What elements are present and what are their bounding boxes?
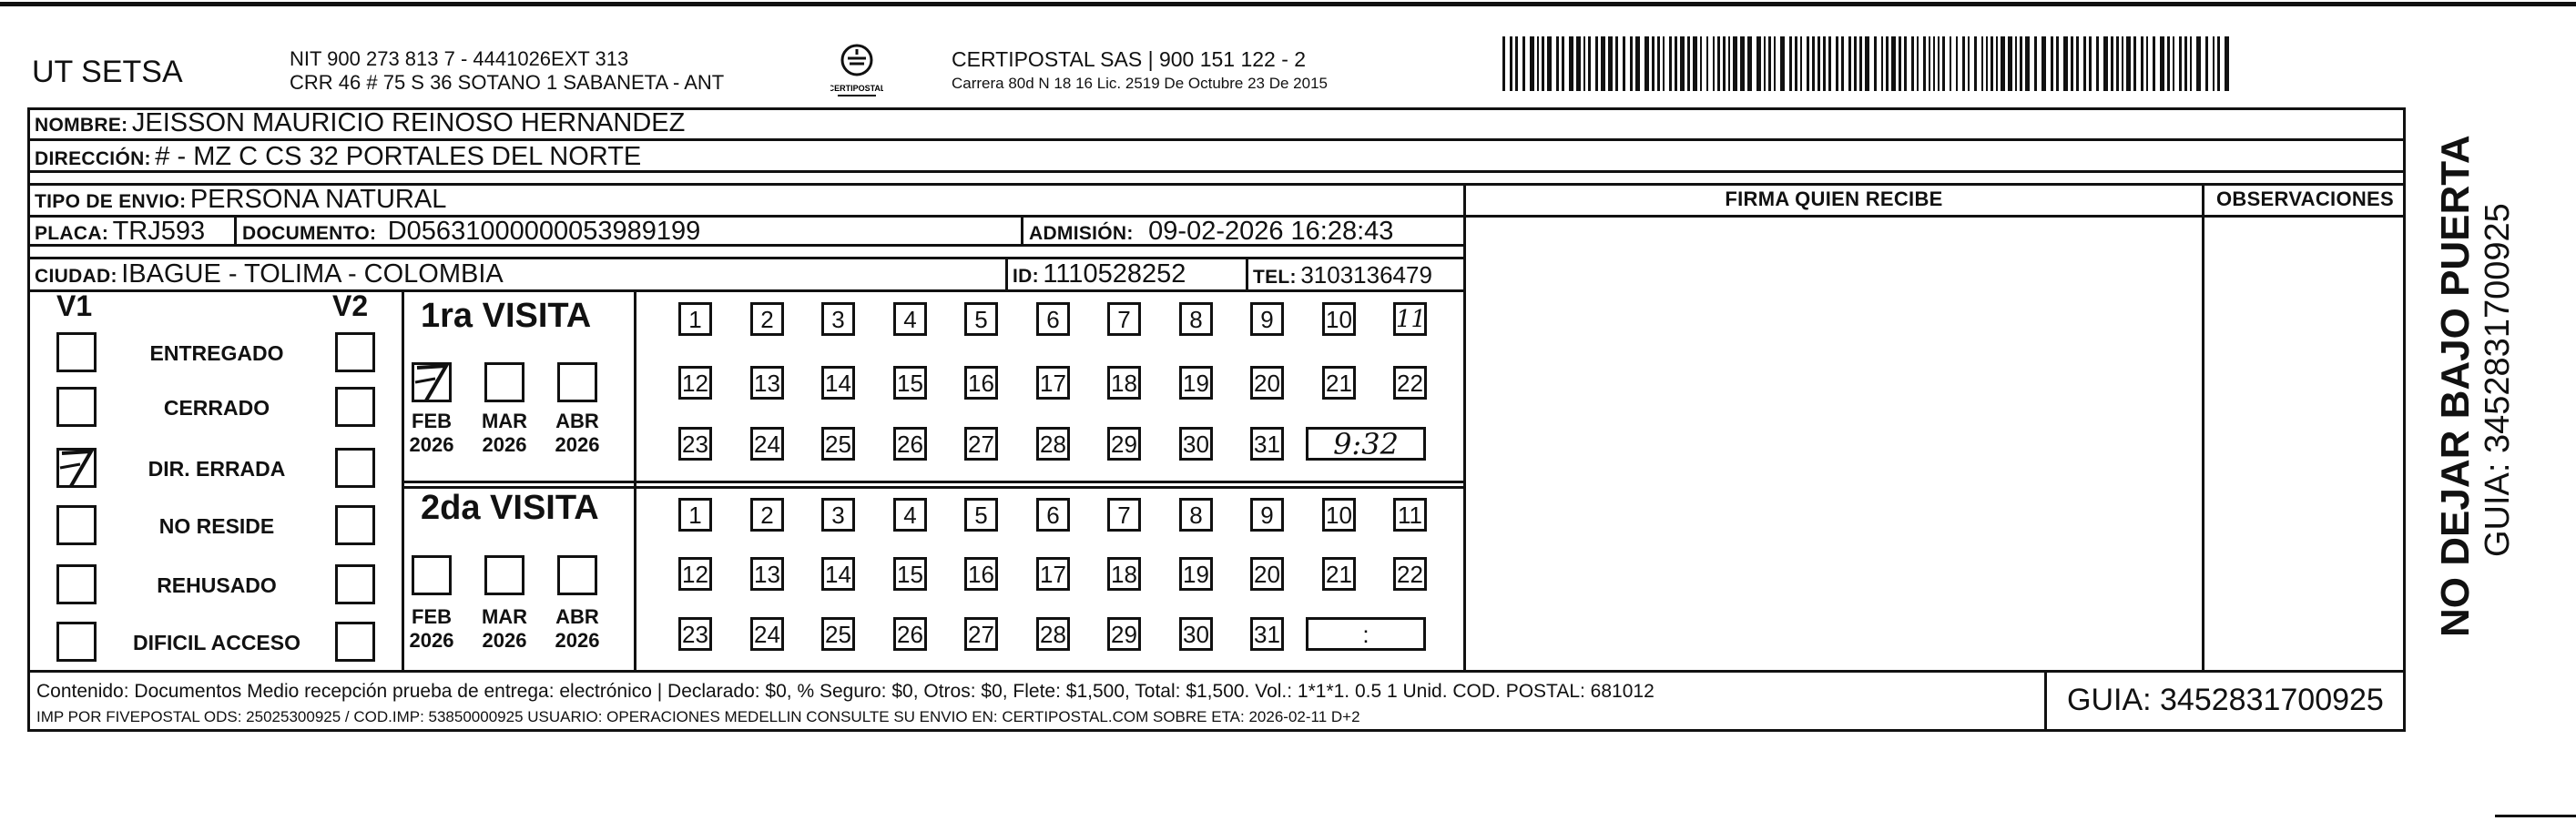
day-cell[interactable]: 15	[893, 366, 927, 400]
barcode-bar	[1911, 36, 1914, 91]
day-cell[interactable]: 9	[1250, 498, 1284, 532]
day-cell[interactable]: 17	[1036, 366, 1070, 400]
ciudad-label: CIUDAD:	[35, 266, 117, 287]
nombre-value: JEISSON MAURICIO REINOSO HERNANDEZ	[131, 108, 686, 137]
barcode-bar	[1700, 36, 1702, 91]
logo-text: CERTIPOSTAL	[830, 84, 883, 93]
day-cell[interactable]: 18	[1107, 366, 1141, 400]
barcode-bar	[1865, 36, 1869, 91]
day-cell[interactable]: 26	[893, 617, 927, 651]
day-cell[interactable]: 27	[964, 617, 998, 651]
day-cell[interactable]: 11	[1393, 498, 1427, 532]
day-cell[interactable]: 5	[964, 498, 998, 532]
barcode-bar	[1836, 36, 1838, 91]
day-cell[interactable]: 28	[1036, 427, 1070, 461]
barcode-bar	[2146, 36, 2148, 91]
barcode-bar	[1812, 36, 1815, 91]
barcode-bar	[2041, 36, 2046, 91]
id-label: ID:	[1013, 266, 1039, 287]
month-checkbox[interactable]	[412, 555, 452, 595]
barcode-bar	[1595, 36, 1598, 91]
barcode-bar	[1747, 36, 1752, 91]
day-cell[interactable]: 25	[821, 617, 855, 651]
day-cell[interactable]: 20	[1250, 366, 1284, 400]
day-cell[interactable]: 8	[1179, 302, 1213, 336]
footer-divider	[27, 670, 2406, 673]
status-option-label: CERRADO	[163, 396, 270, 420]
barcode-bar	[1537, 36, 1539, 91]
month-checkbox[interactable]	[484, 362, 524, 402]
barcode-bar	[1933, 36, 1935, 91]
id-field	[1013, 259, 1186, 289]
certipostal-line: CERTIPOSTAL SAS | 900 151 122 - 2	[952, 47, 1307, 71]
month-checkbox[interactable]	[484, 555, 524, 595]
barcode-bar	[1515, 36, 1518, 91]
barcode-bar	[1623, 36, 1625, 91]
side-guia: GUIA: 3452831700925	[2479, 203, 2517, 557]
barcode-bar	[1556, 36, 1559, 91]
barcode-bar	[1962, 36, 1965, 91]
day-cell[interactable]: 30	[1179, 427, 1213, 461]
barcode-bar	[1630, 36, 1633, 91]
day-cell[interactable]: 16	[964, 557, 998, 591]
barcode-bar	[2071, 36, 2073, 91]
day-cell[interactable]: 19	[1179, 557, 1213, 591]
barcode-bar	[2196, 36, 2201, 91]
day-cell[interactable]: 13	[750, 366, 784, 400]
year-label: 2026	[482, 629, 527, 652]
v1-checkbox[interactable]	[56, 387, 97, 427]
day-cell[interactable]: 18	[1107, 557, 1141, 591]
day-cell[interactable]: 10	[1322, 498, 1356, 532]
v1-checkbox[interactable]	[56, 332, 97, 372]
documento-label: DOCUMENTO:	[242, 223, 377, 244]
placa-divider	[234, 215, 237, 246]
v2-checkbox[interactable]	[335, 622, 375, 662]
barcode-bar	[1881, 36, 1883, 91]
barcode-bar	[1562, 36, 1564, 91]
barcode-bar	[2076, 36, 2079, 91]
top-border	[0, 2, 2576, 6]
barcode-bar	[2103, 36, 2108, 91]
barcode-bar	[2025, 36, 2030, 91]
direccion-label: DIRECCIÓN:	[35, 148, 151, 169]
status-option-label: REHUSADO	[157, 573, 277, 597]
day-cell[interactable]: 4	[893, 302, 927, 336]
day-cell[interactable]: 22	[1393, 557, 1427, 591]
day-cell[interactable]: 6	[1036, 498, 1070, 532]
bottom-edge	[2495, 815, 2576, 817]
time-field[interactable]: 9:32	[1306, 427, 1426, 461]
documento-value: D05631000000053989199	[387, 217, 701, 246]
month-checkbox[interactable]	[557, 555, 597, 595]
barcode-bar	[1986, 36, 1988, 91]
month-label: MAR	[481, 410, 528, 432]
tel-label: TEL:	[1253, 267, 1297, 288]
placa-label: PLACA:	[35, 223, 109, 244]
nit-line: NIT 900 273 813 7 - 4441026EXT 313	[290, 47, 629, 70]
barcode-bar	[2141, 36, 2143, 91]
barcode-bar	[2190, 36, 2192, 91]
tel-field	[1253, 261, 1432, 289]
day-cell[interactable]: 4	[893, 498, 927, 532]
day-cell[interactable]: 31	[1250, 427, 1284, 461]
barcode-bar	[1981, 36, 1983, 91]
barcode-bar	[2217, 36, 2220, 91]
row-divider	[27, 289, 1466, 292]
barcode-bar	[1996, 36, 1998, 91]
barcode-bar	[2126, 36, 2131, 91]
day-cell[interactable]: 21	[1322, 366, 1356, 400]
barcode-bar	[1780, 36, 1785, 91]
day-cell[interactable]: 6	[1036, 302, 1070, 336]
barcode-bar	[2111, 36, 2113, 91]
barcode-bar	[1774, 36, 1776, 91]
day-cell[interactable]: 10	[1322, 302, 1356, 336]
day-cell[interactable]: 27	[964, 427, 998, 461]
status-option-label: ENTREGADO	[149, 341, 284, 365]
direccion-row	[35, 142, 641, 172]
visit2-title: 2da VISITA	[421, 489, 599, 527]
barcode-bar	[1576, 36, 1581, 91]
month-label: FEB	[412, 410, 452, 432]
v2-checkbox[interactable]	[335, 387, 375, 427]
barcode-bar	[1740, 36, 1745, 91]
barcode-bar	[1923, 36, 1926, 91]
company-name: UT SETSA	[32, 55, 183, 89]
tel-divider	[1246, 257, 1248, 291]
barcode-bar	[2034, 36, 2037, 91]
barcode-bar	[2133, 36, 2136, 91]
day-cell[interactable]: 23	[678, 427, 712, 461]
year-label: 2026	[482, 433, 527, 456]
year-label: 2026	[555, 433, 600, 456]
status-option-label: NO RESIDE	[158, 514, 275, 538]
check-mark-icon	[56, 448, 97, 492]
barcode-bar	[2160, 36, 2164, 91]
v2-checkbox[interactable]	[335, 564, 375, 604]
barcode-bar	[2001, 36, 2005, 91]
barcode-bar	[1547, 36, 1552, 91]
direccion-value: # - MZ C CS 32 PORTALES DEL NORTE	[155, 142, 642, 171]
admision-value: 09-02-2026 16:28:43	[1148, 217, 1394, 246]
barcode-bar	[1768, 36, 1771, 91]
day-cell[interactable]: 31	[1250, 617, 1284, 651]
barcode-bar	[1891, 36, 1896, 91]
barcode-bar	[1854, 36, 1857, 91]
barcode-bar	[2063, 36, 2068, 91]
footer-guia: GUIA: 3452831700925	[2067, 683, 2384, 717]
barcode-bar	[1706, 36, 1708, 91]
barcode	[1502, 36, 2231, 91]
admision-divider	[1021, 215, 1023, 246]
day-cell[interactable]: 22	[1393, 366, 1427, 400]
day-cell[interactable]: 19	[1179, 366, 1213, 400]
day-cell[interactable]: 3	[821, 302, 855, 336]
id-divider	[1005, 257, 1008, 291]
side-warning: NO DEJAR BAJO PUERTA	[2433, 135, 2478, 637]
day-cell[interactable]: 24	[750, 617, 784, 651]
barcode-bar	[1968, 36, 1970, 91]
barcode-bar	[1601, 36, 1605, 91]
v1-checkbox[interactable]	[56, 622, 97, 662]
observaciones-divider	[2202, 183, 2204, 670]
barcode-bar	[1974, 36, 1977, 91]
barcode-bar	[1693, 36, 1697, 91]
day-cell[interactable]: 25	[821, 427, 855, 461]
day-cell[interactable]: 14	[821, 366, 855, 400]
barcode-bar	[2116, 36, 2119, 91]
barcode-bar	[1635, 36, 1640, 91]
v1-checkbox[interactable]	[56, 564, 97, 604]
day-cell[interactable]: 2	[750, 498, 784, 532]
barcode-bar	[2179, 36, 2182, 91]
day-cell[interactable]: 12	[678, 557, 712, 591]
barcode-bar	[1569, 36, 1573, 91]
barcode-bar	[1530, 36, 1534, 91]
barcode-bar	[2213, 36, 2215, 91]
month-divider	[634, 289, 636, 670]
barcode-bar	[1942, 36, 1945, 91]
id-value: 1110528252	[1043, 259, 1186, 289]
barcode-bar	[1713, 36, 1715, 91]
day-cell[interactable]: 14	[821, 557, 855, 591]
barcode-bar	[1789, 36, 1792, 91]
v2-checkbox[interactable]	[335, 448, 375, 488]
barcode-bar	[1542, 36, 1544, 91]
barcode-bar	[1608, 36, 1613, 91]
barcode-bar	[1717, 36, 1720, 91]
barcode-bar	[1675, 36, 1677, 91]
barcode-bar	[1991, 36, 1993, 91]
month-label: ABR	[555, 605, 599, 628]
ciudad-field	[35, 259, 504, 289]
barcode-bar	[1615, 36, 1618, 91]
barcode-bar	[1904, 36, 1907, 91]
day-cell[interactable]: 7	[1107, 302, 1141, 336]
barcode-bar	[2173, 36, 2174, 91]
barcode-bar	[1680, 36, 1685, 91]
day-cell[interactable]: 11	[1393, 302, 1427, 336]
admision-label: ADMISIÓN:	[1029, 223, 1134, 244]
barcode-bar	[1663, 36, 1665, 91]
v2-checkbox[interactable]	[335, 505, 375, 545]
day-cell[interactable]: 3	[821, 498, 855, 532]
day-cell[interactable]: 28	[1036, 617, 1070, 651]
day-cell[interactable]: 29	[1107, 427, 1141, 461]
barcode-bar	[2096, 36, 2099, 91]
day-cell[interactable]: 1	[678, 498, 712, 532]
certipostal-logo	[830, 40, 883, 100]
address-line: CRR 46 # 75 S 36 SOTANO 1 SABANETA - ANT	[290, 71, 725, 94]
license-line: Carrera 80d N 18 16 Lic. 2519 De Octubre 23 De 2015	[952, 75, 1328, 92]
month-checkbox[interactable]	[557, 362, 597, 402]
admision-field	[1029, 217, 1393, 247]
day-cell[interactable]: 7	[1107, 498, 1141, 532]
barcode-bar	[2205, 36, 2208, 91]
barcode-bar	[2051, 36, 2053, 91]
tipo-row	[35, 185, 446, 215]
barcode-bar	[1823, 36, 1826, 91]
visit-divider	[402, 481, 1466, 483]
barcode-bar	[2153, 36, 2155, 91]
day-cell[interactable]: 30	[1179, 617, 1213, 651]
day-cell[interactable]: 13	[750, 557, 784, 591]
barcode-bar	[2122, 36, 2123, 91]
year-label: 2026	[409, 433, 454, 456]
barcode-bar	[1728, 36, 1730, 91]
barcode-bar	[1828, 36, 1831, 91]
barcode-bar	[1756, 36, 1761, 91]
barcode-bar	[2089, 36, 2092, 91]
v2-header: V2	[332, 289, 369, 322]
barcode-bar	[1817, 36, 1820, 91]
barcode-bar	[1938, 36, 1940, 91]
year-label: 2026	[555, 629, 600, 652]
barcode-bar	[1588, 36, 1591, 91]
nombre-row	[35, 108, 685, 138]
row-divider	[27, 138, 2406, 141]
month-label: FEB	[412, 605, 452, 628]
barcode-bar	[1917, 36, 1919, 91]
day-cell[interactable]: 26	[893, 427, 927, 461]
barcode-bar	[2167, 36, 2170, 91]
day-cell[interactable]: 16	[964, 366, 998, 400]
documento-field	[242, 217, 700, 247]
day-cell[interactable]: 5	[964, 302, 998, 336]
barcode-bar	[1807, 36, 1809, 91]
nombre-label: NOMBRE:	[35, 115, 128, 136]
barcode-bar	[2184, 36, 2187, 91]
barcode-bar	[2083, 36, 2086, 91]
barcode-bar	[1764, 36, 1766, 91]
barcode-bar	[1652, 36, 1655, 91]
day-cell[interactable]: 9	[1250, 302, 1284, 336]
day-cell[interactable]: 29	[1107, 617, 1141, 651]
barcode-bar	[1657, 36, 1660, 91]
tipo-label: TIPO DE ENVIO:	[35, 191, 187, 212]
barcode-bar	[1800, 36, 1802, 91]
day-cell[interactable]: 20	[1250, 557, 1284, 591]
v1-header: V1	[56, 289, 93, 322]
v1-checkbox[interactable]	[56, 448, 97, 488]
status-option-label: DIR. ERRADA	[148, 457, 286, 481]
month-checkbox[interactable]	[412, 362, 452, 402]
firma-header: FIRMA QUIEN RECIBE	[1725, 188, 1943, 210]
ciudad-value: IBAGUE - TOLIMA - COLOMBIA	[121, 259, 504, 289]
barcode-bar	[1583, 36, 1585, 91]
day-cell[interactable]: 21	[1322, 557, 1356, 591]
barcode-bar	[1859, 36, 1862, 91]
barcode-bar	[1886, 36, 1889, 91]
barcode-bar	[1687, 36, 1690, 91]
status-option-label: DIFICIL ACCESO	[132, 631, 300, 654]
observaciones-header: OBSERVACIONES	[2215, 188, 2394, 210]
barcode-bar	[1841, 36, 1844, 91]
guia-divider	[2044, 670, 2047, 732]
tel-value: 3103136479	[1300, 261, 1432, 289]
time-field[interactable]: :	[1306, 617, 1426, 651]
barcode-bar	[1795, 36, 1797, 91]
check-mark-icon	[412, 362, 452, 407]
barcode-bar	[2015, 36, 2017, 91]
barcode-bar	[1848, 36, 1851, 91]
barcode-bar	[1874, 36, 1877, 91]
barcode-bar	[1950, 36, 1951, 91]
barcode-bar	[1502, 36, 1505, 91]
barcode-bar	[1899, 36, 1901, 91]
placa-value: TRJ593	[112, 217, 206, 246]
footer-imp-line: IMP POR FIVEPOSTAL ODS: 25025300925 / COD.IMP: 53850000925 USUARIO: OPERACIONES MEDELLIN CONSULTE SU ENVIO EN: CERTIPOSTAL.COM SOBRE ETA: 2026-02-11 D+2	[36, 708, 1360, 725]
barcode-bar	[2225, 36, 2229, 91]
v1-checkbox[interactable]	[56, 505, 97, 545]
day-cell[interactable]: 2	[750, 302, 784, 336]
day-cell[interactable]: 15	[893, 557, 927, 591]
day-cell[interactable]: 1	[678, 302, 712, 336]
barcode-bar	[2008, 36, 2012, 91]
barcode-bar	[1510, 36, 1512, 91]
visit1-title: 1ra VISITA	[421, 297, 592, 335]
v2-checkbox[interactable]	[335, 332, 375, 372]
footer-content-line: Contenido: Documentos Medio recepción prueba de entrega: electrónico | Declarado: $0, % Seguro: $0, Otros: $0, Flete: $1,500, Total: $1,500. Vol.: 1*1*1. 0.5 1 Unid. COD. POSTAL: 681012	[36, 681, 1655, 702]
month-label: ABR	[555, 410, 599, 432]
year-label: 2026	[409, 629, 454, 652]
day-cell[interactable]: 17	[1036, 557, 1070, 591]
day-cell[interactable]: 24	[750, 427, 784, 461]
placa-field	[35, 217, 205, 247]
barcode-bar	[1733, 36, 1737, 91]
barcode-bar	[1669, 36, 1672, 91]
barcode-bar	[1956, 36, 1958, 91]
day-cell[interactable]: 12	[678, 366, 712, 400]
tipo-value: PERSONA NATURAL	[189, 185, 447, 214]
day-cell[interactable]: 23	[678, 617, 712, 651]
day-cell[interactable]: 8	[1179, 498, 1213, 532]
barcode-bar	[1929, 36, 1930, 91]
barcode-bar	[1522, 36, 1525, 91]
barcode-bar	[2020, 36, 2022, 91]
barcode-bar	[2056, 36, 2059, 91]
barcode-bar	[1644, 36, 1649, 91]
month-label: MAR	[481, 605, 528, 628]
barcode-bar	[1723, 36, 1726, 91]
